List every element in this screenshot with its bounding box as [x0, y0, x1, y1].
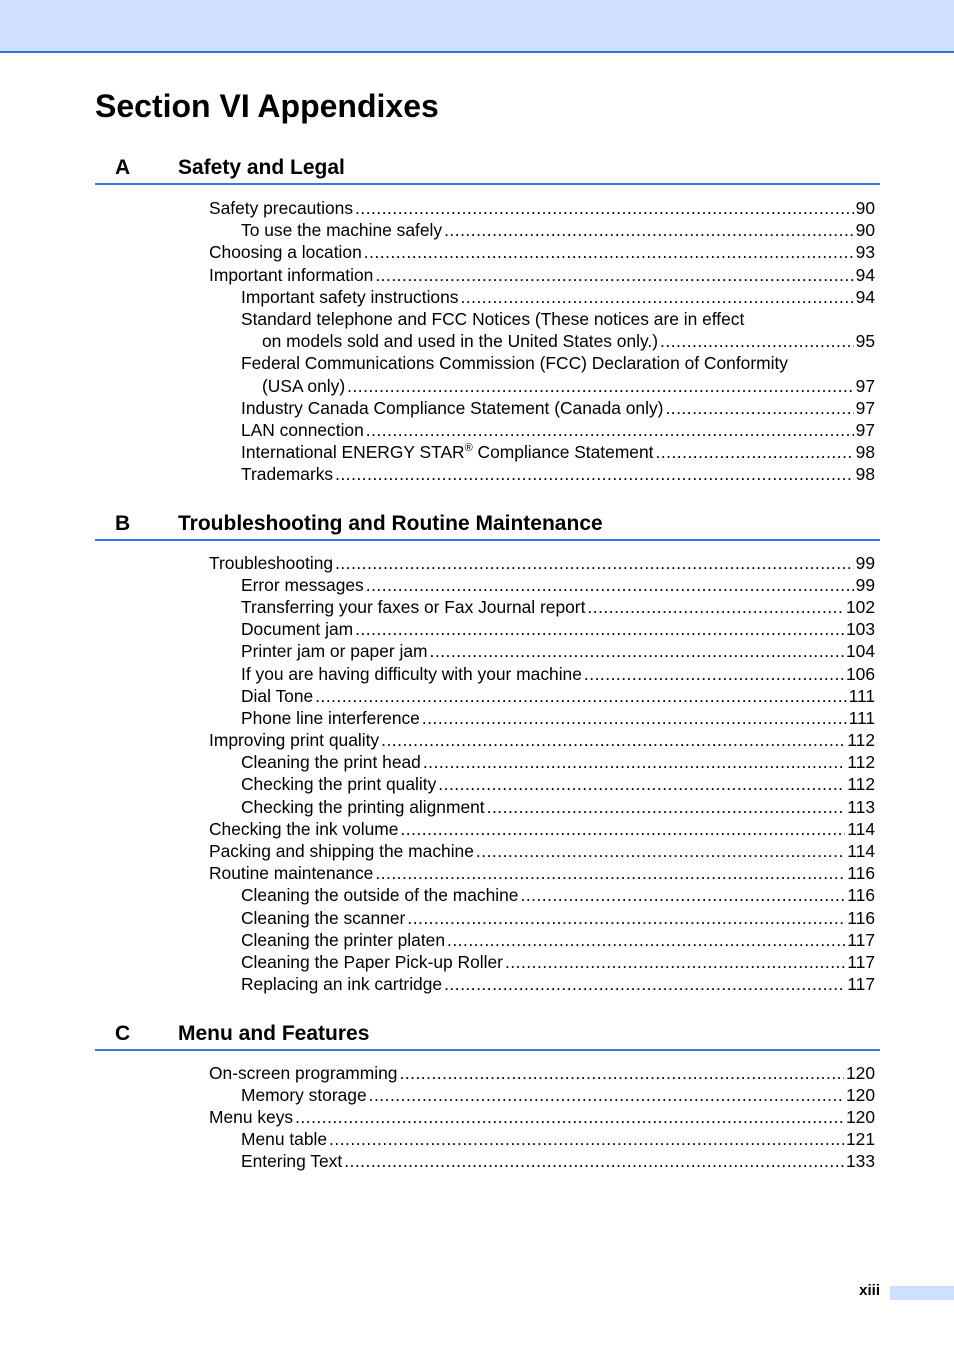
toc-entry[interactable] — [209, 840, 875, 862]
toc-entry[interactable] — [241, 1150, 875, 1172]
toc-entry-text: Cleaning the outside of the machine — [241, 885, 519, 905]
toc-entry-text: Checking the ink volume — [209, 819, 399, 839]
toc-entry-page: 113 — [847, 797, 875, 817]
toc-entry-text: LAN connection — [241, 420, 364, 440]
toc-entry-page: 117 — [847, 930, 875, 950]
toc-entry-page: 116 — [847, 908, 875, 928]
toc-entry-text: Dial Tone — [241, 686, 314, 706]
toc-entry-text: Troubleshooting — [209, 553, 334, 573]
toc-entry-text: International ENERGY STAR® Compliance Statement — [241, 442, 654, 462]
toc-entry-text: (USA only) — [262, 376, 346, 396]
toc-entry-page: 120 — [845, 1107, 875, 1127]
toc-entry-text: Replacing an ink cartridge — [241, 974, 443, 994]
toc-entry-page: 116 — [847, 885, 875, 905]
toc-entry-page: 112 — [847, 752, 875, 772]
toc-entry-text: Safety precautions — [209, 198, 354, 218]
toc-entry[interactable] — [241, 663, 875, 685]
toc-entry-page: 97 — [855, 398, 875, 418]
toc-entry-text: Important safety instructions — [241, 287, 459, 307]
toc-entry[interactable] — [209, 862, 875, 884]
toc-entry[interactable] — [241, 796, 875, 818]
toc-entry-text: Choosing a location — [209, 242, 362, 262]
header-band — [0, 0, 954, 53]
toc-entry[interactable] — [241, 286, 875, 308]
toc-entry-text: Menu table — [241, 1129, 328, 1149]
toc-entry-page: 106 — [845, 664, 875, 684]
toc-entry-page: 97 — [855, 420, 875, 440]
toc-entry-text: Cleaning the scanner — [241, 908, 406, 928]
toc-entry[interactable] — [241, 397, 875, 419]
toc-entry-page: 90 — [855, 220, 875, 240]
section-c-heading — [95, 1021, 880, 1051]
toc-entry-page: 99 — [855, 575, 875, 595]
toc-entry[interactable] — [209, 1106, 875, 1128]
toc-entry-page: 111 — [848, 708, 875, 728]
toc-entry-page: 104 — [845, 641, 875, 661]
toc-entry[interactable] — [241, 773, 875, 795]
toc-entry[interactable] — [241, 907, 875, 929]
toc-entry[interactable] — [241, 884, 875, 906]
toc-entry-text[interactable]: Standard telephone and FCC Notices (These notices are in effect — [241, 309, 745, 329]
toc-entry-text: If you are having difficulty with your machine — [241, 664, 582, 684]
toc-entry-text: Menu keys — [209, 1107, 294, 1127]
section-letter: B — [115, 512, 131, 535]
toc-entry-page: 133 — [845, 1151, 875, 1171]
toc-entry-text[interactable]: Federal Communications Commission (FCC) Declaration of Conformity — [241, 353, 788, 373]
toc-entry-page: 117 — [847, 952, 875, 972]
toc-entry[interactable] — [241, 596, 875, 618]
section-b-heading — [95, 511, 880, 541]
toc-entry-page: 97 — [855, 376, 875, 396]
toc-entry-text: Trademarks — [241, 464, 334, 484]
toc-entry[interactable] — [209, 1062, 875, 1084]
toc-entry-text: Important information — [209, 265, 374, 285]
toc-entry-page: 120 — [845, 1063, 875, 1083]
toc-entry-text: Cleaning the printer platen — [241, 930, 445, 950]
toc-entry[interactable] — [241, 441, 875, 463]
toc-entry-text: To use the machine safely — [241, 220, 443, 240]
registered-mark: ® — [464, 442, 473, 454]
page-number: xiii — [859, 1282, 880, 1299]
toc-entry[interactable] — [241, 419, 875, 441]
section-title: Safety and Legal — [178, 156, 345, 179]
toc-entry-text: Error messages — [241, 575, 364, 595]
section-letter: A — [115, 156, 131, 179]
toc-entry-page: 114 — [847, 819, 875, 839]
toc-entry-page: 114 — [847, 841, 875, 861]
toc-entry[interactable] — [262, 375, 875, 397]
toc-entry-text: Cleaning the print head — [241, 752, 421, 772]
toc-entry[interactable] — [209, 818, 875, 840]
page-title: Section VI Appendixes — [95, 88, 439, 124]
toc-entry-text: Packing and shipping the machine — [209, 841, 474, 861]
toc-entry[interactable] — [209, 552, 875, 574]
toc-entry-page: 90 — [855, 198, 875, 218]
toc-entry-text: Routine maintenance — [209, 863, 374, 883]
page-tab-marker — [890, 1286, 954, 1300]
toc-entry[interactable] — [241, 707, 875, 729]
toc-entry-text: Checking the printing alignment — [241, 797, 485, 817]
toc-entry-page: 120 — [845, 1085, 875, 1105]
toc-entry-page: 116 — [847, 863, 875, 883]
toc-entry-text: Memory storage — [241, 1085, 367, 1105]
toc-entry-text: Printer jam or paper jam — [241, 641, 428, 661]
toc-entry-text: Document jam — [241, 619, 354, 639]
toc-entry[interactable] — [262, 330, 875, 352]
toc-entry[interactable] — [241, 219, 875, 241]
toc-entry[interactable] — [209, 197, 875, 219]
toc-entry-text: Cleaning the Paper Pick-up Roller — [241, 952, 503, 972]
toc-entry[interactable] — [241, 618, 875, 640]
section-title: Troubleshooting and Routine Maintenance — [178, 512, 603, 535]
toc-entry[interactable] — [209, 264, 875, 286]
toc-entry-text: Entering Text — [241, 1151, 343, 1171]
toc-entry[interactable] — [241, 929, 875, 951]
section-a-heading — [95, 155, 880, 185]
toc-entry[interactable] — [209, 241, 875, 263]
toc-entry-page: 112 — [847, 730, 875, 750]
toc-entry-text: Industry Canada Compliance Statement (Canada only) — [241, 398, 664, 418]
toc-entry-page: 103 — [845, 619, 875, 639]
toc-entry-page: 102 — [845, 597, 875, 617]
toc-entry-text: Transferring your faxes or Fax Journal report — [241, 597, 586, 617]
toc-entry[interactable] — [241, 973, 875, 995]
toc-entry-page: 95 — [855, 331, 875, 351]
toc-entry[interactable] — [241, 951, 875, 973]
toc-entry-page: 112 — [847, 774, 875, 794]
toc-entry[interactable] — [241, 1084, 875, 1106]
toc-entry[interactable] — [241, 463, 875, 485]
toc-entry-text: Phone line interference — [241, 708, 420, 728]
toc-entry-text: Checking the print quality — [241, 774, 437, 794]
toc-entry-page: 93 — [855, 242, 875, 262]
toc-entry[interactable] — [241, 640, 875, 662]
toc-entry-page: 98 — [855, 442, 875, 462]
section-title: Menu and Features — [178, 1022, 370, 1045]
toc-entry-text: on models sold and used in the United States only.) — [262, 331, 659, 351]
toc-entry-text: On-screen programming — [209, 1063, 398, 1083]
toc-entry[interactable] — [241, 574, 875, 596]
toc-entry-page: 117 — [847, 974, 875, 994]
toc-entry[interactable] — [241, 751, 875, 773]
toc-entry-page: 121 — [845, 1129, 875, 1149]
toc-entry-page: 94 — [855, 265, 875, 285]
toc-entry-page: 99 — [855, 553, 875, 573]
toc-entry-text: Improving print quality — [209, 730, 380, 750]
toc-entry-page: 98 — [855, 464, 875, 484]
toc-entry[interactable] — [241, 685, 875, 707]
toc-entry-page: 111 — [848, 686, 875, 706]
section-letter: C — [115, 1022, 131, 1045]
toc-entry[interactable] — [241, 1128, 875, 1150]
toc-entry[interactable] — [209, 729, 875, 751]
toc-entry-page: 94 — [855, 287, 875, 307]
